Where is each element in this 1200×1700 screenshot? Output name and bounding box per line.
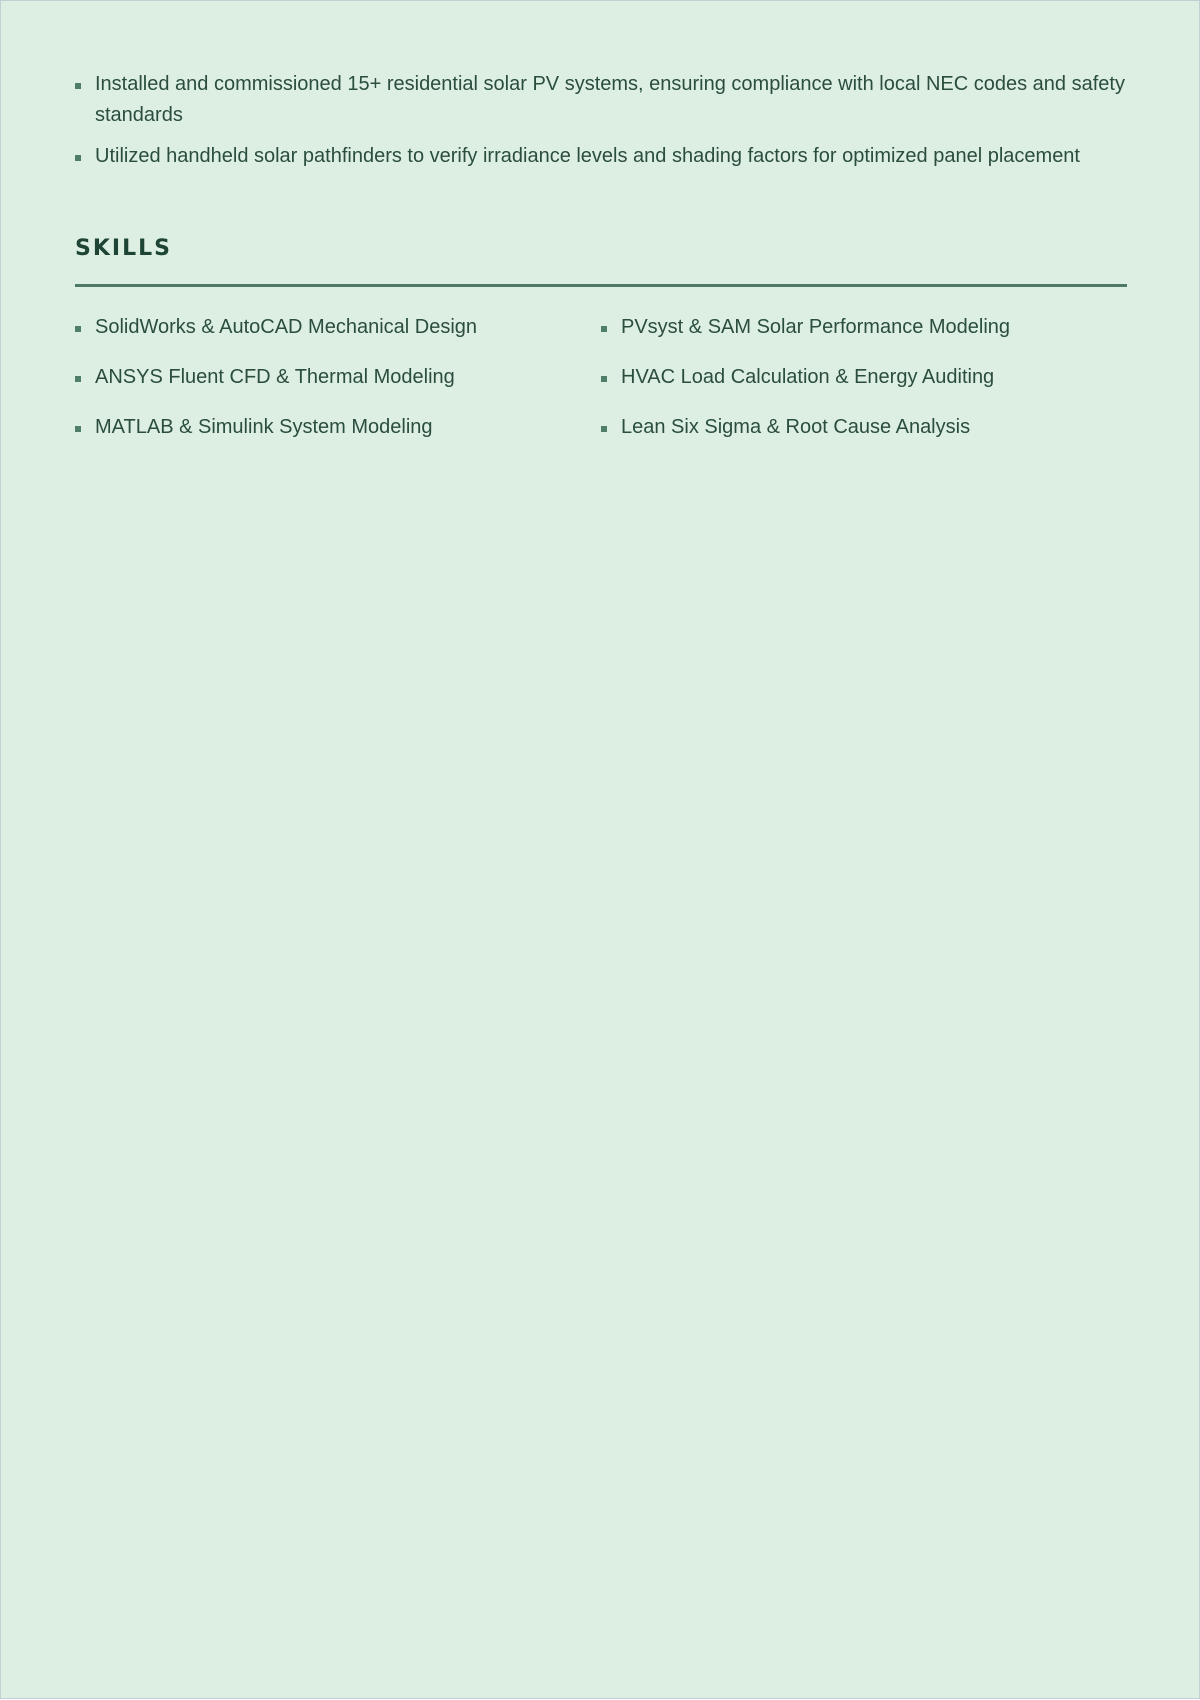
square-bullet-icon [75,155,81,161]
square-bullet-icon [75,326,81,332]
skill-label: ANSYS Fluent CFD & Thermal Modeling [95,366,455,388]
skill-label: PVsyst & SAM Solar Performance Modeling [621,316,1011,338]
square-bullet-icon [75,426,81,432]
square-bullet-icon [75,376,81,382]
experience-bullet-text: Installed and commissioned 15+ residential solar PV systems, ensuring compliance with local NEC codes and safety standards [95,73,1125,126]
skill-item [601,362,1121,392]
skill-label: MATLAB & Simulink System Modeling [95,416,433,438]
experience-bullet-list [75,69,1135,182]
skills-list-left [75,312,575,462]
section-divider [75,284,1127,287]
experience-bullet [75,69,1135,131]
experience-bullet [75,141,1135,172]
skill-label: Lean Six Sigma & Root Cause Analysis [621,416,971,438]
experience-bullet-text: Utilized handheld solar pathfinders to verify irradiance levels and shading factors for optimized panel placement [95,145,1080,167]
skills-heading: SKILLS [75,236,172,261]
skill-label: HVAC Load Calculation & Energy Auditing [621,366,995,388]
skills-list-right [601,312,1121,462]
square-bullet-icon [601,376,607,382]
skill-item [601,312,1121,342]
skill-item [601,412,1121,442]
skill-item [75,312,575,342]
skill-item [75,412,575,442]
square-bullet-icon [601,426,607,432]
skill-label: SolidWorks & AutoCAD Mechanical Design [95,316,478,338]
square-bullet-icon [75,83,81,89]
square-bullet-icon [601,326,607,332]
skill-item [75,362,575,392]
